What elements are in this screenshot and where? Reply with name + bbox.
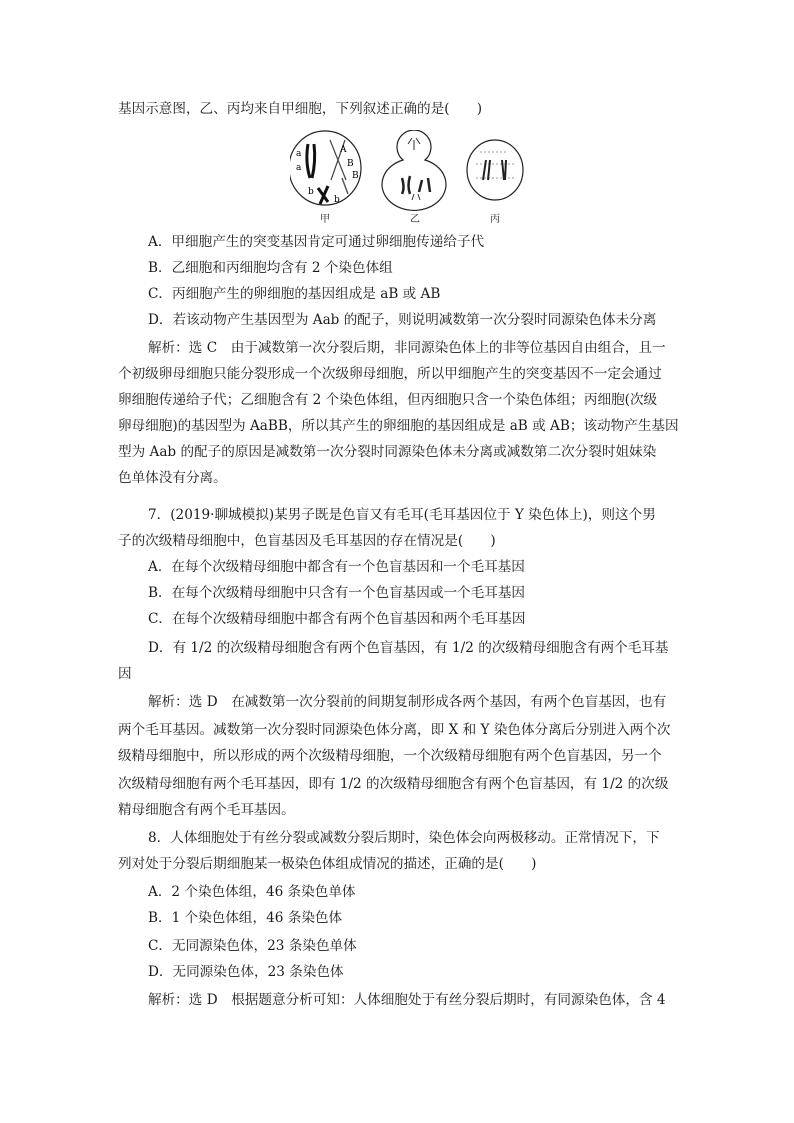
q7-option-b: B．在每个次级精母细胞中只含有一个色盲基因或一个毛耳基因 (148, 585, 526, 601)
q8-stem-line: 列对处于分裂后期细胞某一极染色体组成情况的描述，正确的是( ) (118, 856, 537, 872)
q7-analysis-line: 次级精母细胞有两个毛耳基因，即有 1/2 的次级精母细胞含有两个色盲基因，有 1/2 的次级 (118, 776, 669, 792)
question-intro: 基因示意图，乙、丙均来自甲细胞，下列叙述正确的是( ) (118, 101, 483, 117)
q7-analysis-line: 解析：选 D 在减数第一次分裂前的间期复制形成各两个基因，有两个色盲基因，也有 (148, 694, 667, 710)
q6-analysis-line: 解析：选 C 由于减数第一次分裂后期，非同源染色体上的非等位基因自由组合，且一 (148, 340, 666, 356)
q6-analysis-line: 卵细胞传递给子代；乙细胞含有 2 个染色体组，但丙细胞只含一个染色体组；丙细胞(次级 (118, 392, 658, 408)
q7-analysis-line: 精母细胞含有两个毛耳基因。 (118, 802, 295, 818)
gene-label: B (352, 171, 359, 181)
q6-analysis-line: 卵母细胞)的基因型为 AaBB，所以其产生的卵细胞的基因组成是 aB 或 AB；该动物产生基因 (118, 418, 679, 434)
q7-stem-line: 子的次级精母细胞中，色盲基因及毛耳基因的存在情况是( ) (118, 533, 496, 549)
label-bing: 丙 (490, 214, 500, 225)
q8-option-b: B．1 个染色体组，46 条染色体 (148, 910, 343, 926)
label-jia: 甲 (320, 214, 330, 225)
gene-label: a (296, 149, 302, 159)
q6-analysis-line: 色单体没有分离。 (118, 470, 227, 486)
q6-option-b: B．乙细胞和丙细胞均含有 2 个染色体组 (148, 260, 393, 276)
q6-option-c: C．丙细胞产生的卵细胞的基因组成是 aB 或 AB (148, 286, 441, 302)
q7-option-d-cont: 因 (118, 666, 132, 682)
q7-analysis-line: 级精母细胞中，所以形成的两个次级精母细胞，一个次级精母细胞有两个色盲基因，另一个 (118, 748, 662, 764)
q8-stem-line: 8．人体细胞处于有丝分裂或减数分裂后期时，染色体会向两极移动。正常情况下，下 (148, 830, 660, 846)
q7-option-a: A．在每个次级精母细胞中都含有一个色盲基因和一个毛耳基因 (148, 559, 525, 575)
q8-option-a: A．2 个染色体组，46 条染色单体 (148, 884, 356, 900)
q6-analysis-line: 型为 Aab 的配子的原因是减数第一次分裂时同源染色体未分离或减数第二次分裂时姐妹染 (118, 444, 657, 460)
q6-option-a: A．甲细胞产生的突变基因肯定可通过卵细胞传递给子代 (148, 234, 485, 250)
q6-analysis-line: 个初级卵母细胞只能分裂形成一个次级卵母细胞，所以甲细胞产生的突变基因不一定会通过 (118, 366, 662, 382)
q8-option-d: D．无同源染色体，23 条染色体 (148, 964, 344, 980)
gene-label: b (334, 195, 340, 205)
cell-diagram (290, 130, 530, 222)
cell-bing (467, 140, 523, 200)
gene-label: A (340, 145, 347, 155)
cell-division-figure (290, 130, 530, 225)
label-yi: 乙 (410, 214, 420, 225)
q7-option-c: C．在每个次级精母细胞中都含有两个色盲基因和两个毛耳基因 (148, 611, 526, 627)
q6-option-d: D．若该动物产生基因型为 Aab 的配子，则说明减数第一次分裂时同源染色体未分离 (148, 312, 657, 328)
cell-yi (382, 130, 446, 210)
gene-label: a (296, 163, 302, 173)
q8-option-c: C．无同源染色体，23 条染色单体 (148, 938, 357, 954)
q7-stem-line: 7．(2019·聊城模拟)某男子既是色盲又有毛耳(毛耳基因位于 Y 染色体上)，则这个男 (148, 507, 656, 523)
gene-label: B (347, 159, 354, 169)
cell-jia (290, 131, 361, 205)
q8-analysis-line: 解析：选 D 根据题意分析可知：人体细胞处于有丝分裂后期时，有同源染色体，含 4 (148, 992, 666, 1008)
q7-analysis-line: 两个毛耳基因。减数第一次分裂时同源染色体分离，即 X 和 Y 染色体分离后分别进入两个次 (118, 722, 671, 738)
gene-label: b (308, 187, 314, 197)
q7-option-d: D．有 1/2 的次级精母细胞含有两个色盲基因，有 1/2 的次级精母细胞含有两个毛耳基 (148, 640, 669, 656)
